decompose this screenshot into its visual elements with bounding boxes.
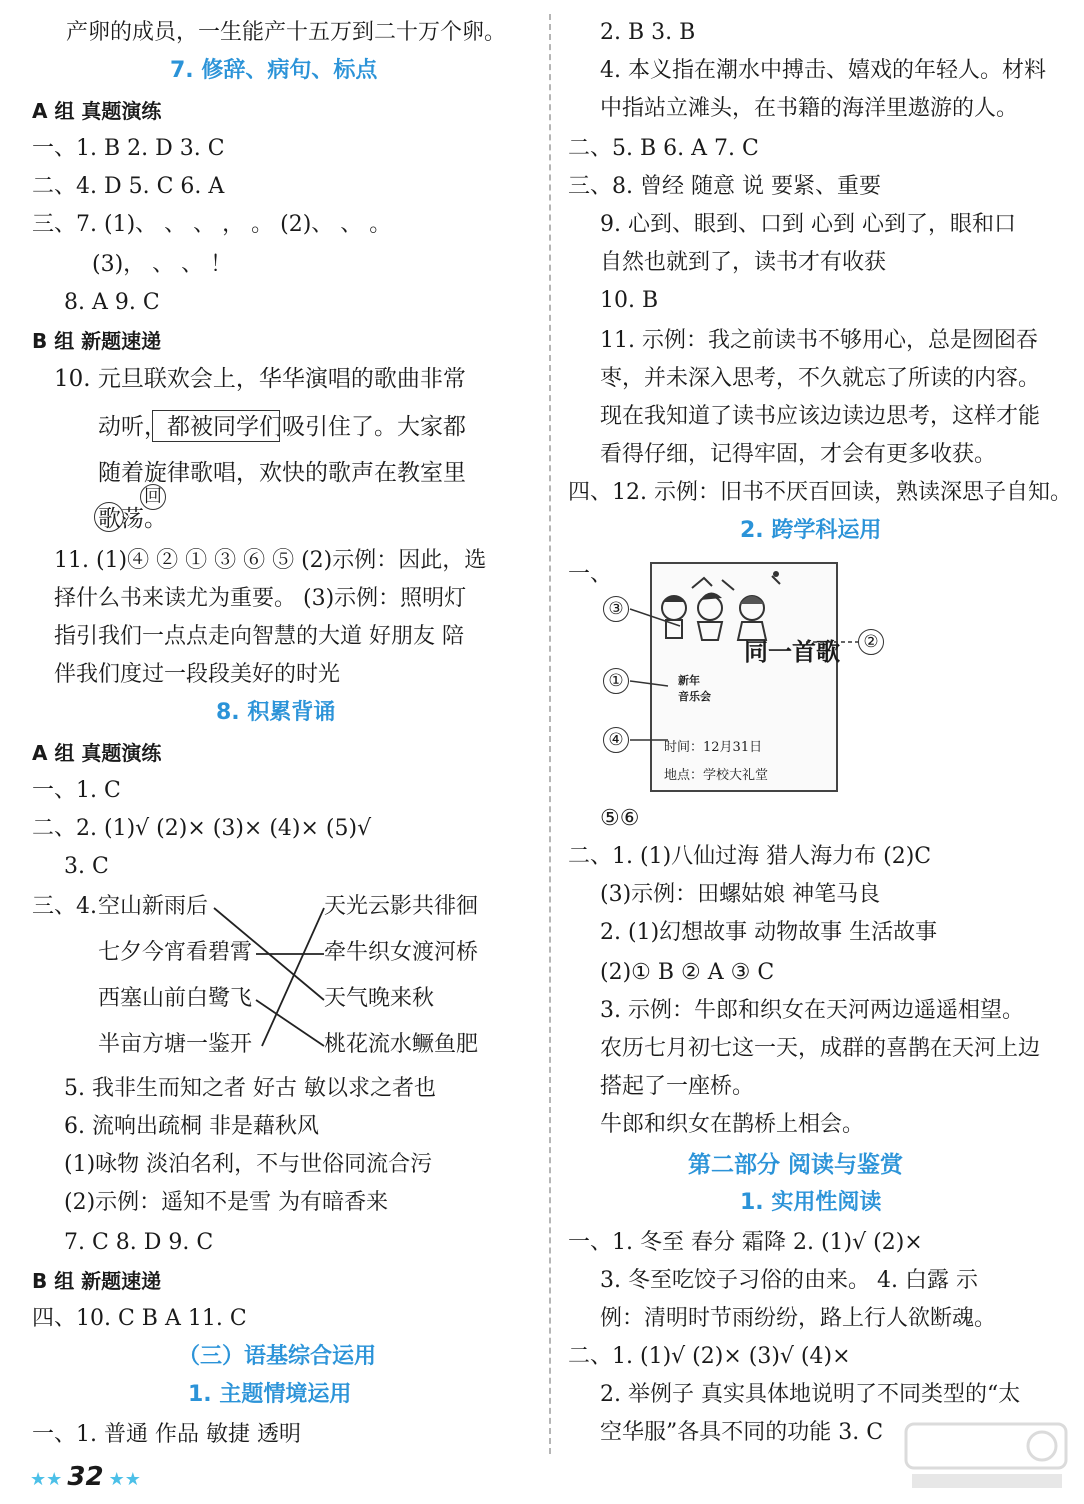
answer-line: 2. B 3. B xyxy=(600,20,696,45)
page-number: 32 xyxy=(67,1462,104,1492)
poster-time: 时间：12月31日 xyxy=(664,740,763,755)
poster-label: ② xyxy=(858,629,884,655)
poster-place: 地点：学校大礼堂 xyxy=(664,768,769,783)
answer-line: 现在我知道了读书应该边读边思考，这样才能 xyxy=(600,404,1041,429)
answer-line: 例：清明时节雨纷纷，路上行人欲断魂。 xyxy=(600,1306,997,1331)
poster-label: ④ xyxy=(603,727,629,753)
answer-line: (3)示例：田螺姑娘 神笔马良 xyxy=(600,882,881,907)
star-icon: ★ xyxy=(46,1469,63,1490)
match-prefix: 三、4. xyxy=(32,894,97,919)
answer-line: 7. C 8. D 9. C xyxy=(64,1230,214,1255)
concert-poster xyxy=(650,562,838,792)
section-heading: （三）语基综合运用 xyxy=(178,1344,377,1369)
match-left-item: 半亩方塘一鉴开 xyxy=(98,1032,253,1057)
answer-line: 搭起了一座桥。 xyxy=(600,1074,755,1099)
star-icon: ★ xyxy=(124,1469,141,1490)
answer-line: 一、1. 普通 作品 敏捷 透明 xyxy=(32,1422,301,1447)
watermark-logo xyxy=(902,1418,1070,1494)
answer-line: (2)① B ② A ③ C xyxy=(600,960,775,985)
match-right-item: 天气晚来秋 xyxy=(324,986,435,1011)
answer-line: 二、5. B 6. A 7. C xyxy=(568,136,759,161)
answer-line: 牛郎和织女在鹊桥上相会。 xyxy=(600,1112,865,1137)
answer-line: 4. 本义指在潮水中搏击、嬉戏的年轻人。材料 xyxy=(600,58,1046,83)
answer-line: 枣，并未深入思考，不久就忘了所读的内容。 xyxy=(600,366,1041,391)
answer-line: 四、12. 示例：旧书不厌百回读，熟读深思子自知。 xyxy=(568,480,1072,505)
star-icon: ★ xyxy=(30,1469,47,1490)
answer-line: (1)咏物 淡泊名利，不与世俗同流合污 xyxy=(64,1152,433,1177)
answer-line: 11. 示例：我之前读书不够用心，总是囫囵吞 xyxy=(600,328,1038,353)
poster-title: 同一首歌 xyxy=(744,638,840,666)
poster-subtitle: 新年 xyxy=(678,674,700,687)
section-heading: 2. 跨学科运用 xyxy=(740,518,882,543)
text-line: 产卵的成员，一生能产十五万到二十万个卵。 xyxy=(66,20,507,45)
answer-line: 二、1. (1)√ (2)× (3)√ (4)× xyxy=(568,1344,851,1369)
answer-line: 一、1. C xyxy=(32,778,121,803)
answer-line: ⑤⑥ xyxy=(600,806,640,831)
answer-line: 空华服”各具不同的功能 3. C xyxy=(600,1420,884,1445)
answer-line: 9. 心到、眼到、口到 心到 心到了，眼和口 xyxy=(600,212,1016,237)
match-left-item: 西塞山前白鹭飞 xyxy=(98,986,253,1011)
answer-line: 中指站立滩头，在书籍的海洋里遨游的人。 xyxy=(600,96,1019,121)
group-label: B 组 新题速递 xyxy=(32,1269,162,1293)
answer-line: 农历七月初七这一天，成群的喜鹊在天河上边 xyxy=(600,1036,1041,1061)
star-icon: ★ xyxy=(108,1469,125,1490)
page-footer xyxy=(30,1462,141,1492)
match-right-item: 牵牛织女渡河桥 xyxy=(324,940,479,965)
answer-line: 10. B xyxy=(600,288,659,313)
correction-line: 动听，都被同学们吸引住了。大家都 xyxy=(98,414,466,440)
answer-line: 3. 示例：牛郎和织女在天河两边遥遥相望。 xyxy=(600,998,1024,1023)
answer-line: 二、4. D 5. C 6. A xyxy=(32,174,225,199)
answer-line: 11. (1)④ ② ① ③ ⑥ ⑤ (2)示例：因此，选 xyxy=(54,548,487,573)
group-label: B 组 新题速递 xyxy=(32,329,162,353)
answer-line: 二、1. (1)八仙过海 猎人海力布 (2)C xyxy=(568,844,932,869)
answer-line: 5. 我非生而知之者 好古 敏以求之者也 xyxy=(64,1076,436,1101)
match-right-item: 桃花流水鳜鱼肥 xyxy=(324,1032,479,1057)
group-label: A 组 真题演练 xyxy=(32,99,162,123)
correction-line: 10. 元旦联欢会上，华华演唱的歌曲非常 xyxy=(54,366,466,392)
match-left-item: 七夕今宵看碧霄 xyxy=(98,940,253,965)
section-heading: 1. 主题情境运用 xyxy=(188,1382,352,1407)
section-heading: 7. 修辞、病句、标点 xyxy=(170,58,378,83)
answer-line: 四、10. C B A 11. C xyxy=(32,1306,247,1331)
correction-line: 歌荡。 xyxy=(98,506,167,532)
column-divider xyxy=(549,14,551,1454)
section-heading: 1. 实用性阅读 xyxy=(740,1190,882,1215)
match-left-item: 空山新雨后 xyxy=(98,894,209,919)
group-label: A 组 真题演练 xyxy=(32,741,162,765)
answer-line: 一、1. 冬至 春分 霜降 2. (1)√ (2)× xyxy=(568,1230,923,1255)
correction-line: 随着旋律歌唱，欢快的歌声在教室里 xyxy=(98,460,466,486)
answer-line: 6. 流响出疏桐 非是藉秋风 xyxy=(64,1114,319,1139)
answer-line: 自然也就到了，读书才有收获 xyxy=(600,250,887,275)
answer-line: 三、7. (1)、 、 、 ， 。 (2)、 、 。 xyxy=(32,212,392,237)
answer-line: 2. (1)幻想故事 动物故事 生活故事 xyxy=(600,920,938,945)
answer-line: 一、1. B 2. D 3. C xyxy=(32,136,225,161)
match-right-item: 天光云影共徘徊 xyxy=(324,894,479,919)
answer-line: 三、8. 曾经 随意 说 要紧、重要 xyxy=(568,174,881,199)
answer-line: (2)示例：遥知不是雪 为有暗香来 xyxy=(64,1190,389,1215)
correction-mark: 回 xyxy=(140,484,166,510)
answer-prefix: 一、 xyxy=(568,562,613,587)
part-heading: 第二部分 阅读与鉴赏 xyxy=(688,1152,904,1178)
answer-line: 伴我们度过一段段美好的时光 xyxy=(54,662,341,687)
answer-line: 指引我们一点点走向智慧的大道 好朋友 陪 xyxy=(54,624,464,649)
answer-line: 2. 举例子 真实具体地说明了不同类型的“太 xyxy=(600,1382,1021,1407)
answer-line: 3. C xyxy=(64,854,109,879)
answer-line: 看得仔细，记得牢固，才会有更多收获。 xyxy=(600,442,997,467)
answer-line: (3)， 、 、 ！ xyxy=(92,252,233,277)
answer-line: 择什么书来读尤为重要。 (3)示例：照明灯 xyxy=(54,586,467,611)
answer-line: 二、2. (1)√ (2)× (3)× (4)× (5)√ xyxy=(32,816,372,841)
section-heading: 8. 积累背诵 xyxy=(216,700,336,725)
poster-subtitle: 音乐会 xyxy=(678,690,711,703)
poster-label: ③ xyxy=(603,596,629,622)
answer-line: 3. 冬至吃饺子习俗的由来。 4. 白露 示 xyxy=(600,1268,978,1293)
answer-line: 8. A 9. C xyxy=(64,290,160,315)
poster-label: ① xyxy=(603,668,629,694)
